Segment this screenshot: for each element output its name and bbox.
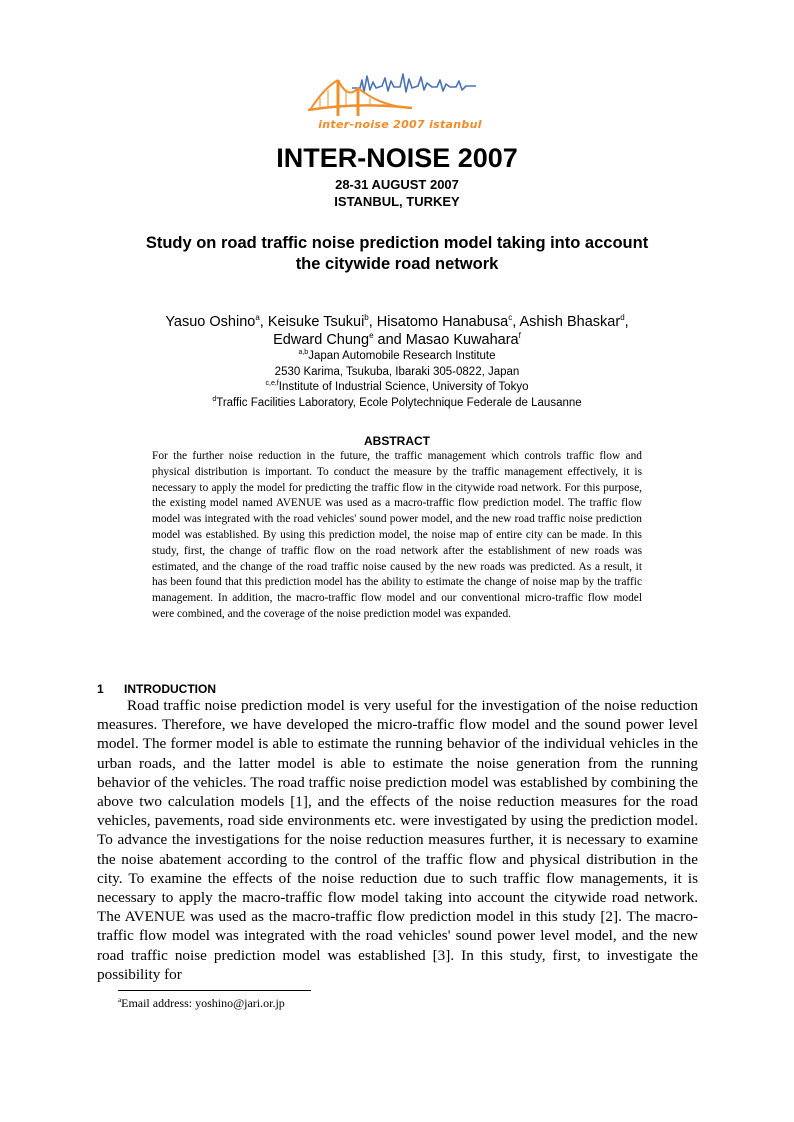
affiliation-text: Japan Automobile Research Institute xyxy=(308,350,496,362)
author-superscript: a xyxy=(255,313,260,323)
author-name: Yasuo Oshino xyxy=(165,314,256,330)
section-heading xyxy=(97,682,216,696)
affiliation-text: Traffic Facilities Laboratory, Ecole Polytechnique Federale de Lausanne xyxy=(216,397,582,409)
author-superscript: e xyxy=(369,331,374,341)
author-superscript: f xyxy=(518,331,521,341)
bridge-soundwave-logo-icon xyxy=(300,66,500,122)
affiliation-text: 2530 Karima, Tsukuba, Ibaraki 305-0822, Japan xyxy=(274,366,520,378)
conference-title: INTER-NOISE 2007 xyxy=(276,143,518,173)
conference-logo xyxy=(300,66,500,138)
affiliation xyxy=(60,349,734,364)
logo-caption: inter-noise 2007 istanbul xyxy=(318,118,482,131)
paper-title-line: Study on road traffic noise prediction model taking into account xyxy=(145,234,649,252)
footnote-email: yoshino@jari.or.jp xyxy=(195,996,285,1010)
affiliation-superscript: a,b xyxy=(298,349,309,357)
section-number: 1 xyxy=(97,682,104,696)
footnote xyxy=(118,996,285,1011)
author-superscript: d xyxy=(620,313,625,323)
author-name: , Ashish Bhaskar xyxy=(512,314,621,330)
paper-title-line: the citywide road network xyxy=(295,255,499,273)
conference-dates: 28-31 AUGUST 2007 xyxy=(335,177,459,192)
affiliation xyxy=(60,396,734,411)
affiliation-superscript: d xyxy=(212,396,217,404)
author-superscript: b xyxy=(364,313,369,323)
author-name: Edward Chung xyxy=(273,332,370,348)
author-name: , Hisatomo Hanabusa xyxy=(368,314,509,330)
section-title: INTRODUCTION xyxy=(124,682,216,696)
footnote-marker: a xyxy=(118,996,122,1004)
affiliation xyxy=(60,365,734,380)
abstract-text: For the further noise reduction in the future, the traffic management which controls traffic flow and physical distribution is important. To conduct the measure by the traffic management effectively, it is necessary to apply the model for predicting the traffic flow in the citywide road network. For this purpose, the existing model named AVENUE was used as a macro-traffic flow prediction model. The traffic flow model was integrated with the road vehicles' sound power model, and the new road traffic noise prediction model was established. By using this prediction model, the noise map of entire city can be made. In this study, first, the change of traffic flow on the road network after the establishment of new roads was estimated, and the change of the road traffic noise caused by the new roads was predicted. As a result, it has been found that this prediction model has the ability to estimate the change of noise map by the traffic management. In addition, the macro-traffic flow model and our conventional micro-traffic flow model were combined, and the coverage of the noise prediction model was expanded. xyxy=(152,450,642,620)
section-body-text: Road traffic noise prediction model is very useful for the investigation of the noise reduction measures. Therefore, we have developed the micro-traffic flow model and the sound power level model. The former model is able to estimate the running behavior of the individual vehicles in the urban roads, and the latter model is able to estimate the noise generation from the running behavior of the vehicles. The road traffic noise prediction model was established by combining the above two calculation models [1], and the effects of the noise reduction measures for the road vehicles, pavements, road side environments etc. were investigated by using the prediction model. To advance the investigations for the noise reduction measures further, it is necessary to examine the noise abatement according to the control of the traffic flow and physical distribution in the city. To examine the effects of the noise reduction due to such traffic flow managements, it is necessary to apply the macro-traffic flow model taking into account the citywide road network. The AVENUE was used as the macro-traffic flow prediction model in this study [2]. The macro-traffic flow model was integrated with the road vehicles' sound power level model, and the new road traffic noise prediction model was established [3]. In this study, first, to investigate the possibility for xyxy=(97,697,698,983)
author-name: , Keisuke Tsukui xyxy=(259,314,365,330)
conference-location: ISTANBUL, TURKEY xyxy=(334,194,460,209)
author-superscript: c xyxy=(508,313,513,323)
affiliation-superscript: c,e,f xyxy=(265,380,279,388)
author-line xyxy=(60,313,734,331)
affiliation-text: Institute of Industrial Science, University of Tokyo xyxy=(278,381,529,393)
footnote-divider xyxy=(118,990,311,991)
paper-title xyxy=(100,233,694,275)
author-list xyxy=(60,313,734,349)
footnote-label: Email address: xyxy=(121,996,196,1010)
author-name: and Masao Kuwahara xyxy=(373,332,519,348)
affiliation xyxy=(60,380,734,395)
abstract-heading: ABSTRACT xyxy=(364,434,430,448)
author-line xyxy=(60,331,734,349)
author-separator: , xyxy=(624,314,629,330)
